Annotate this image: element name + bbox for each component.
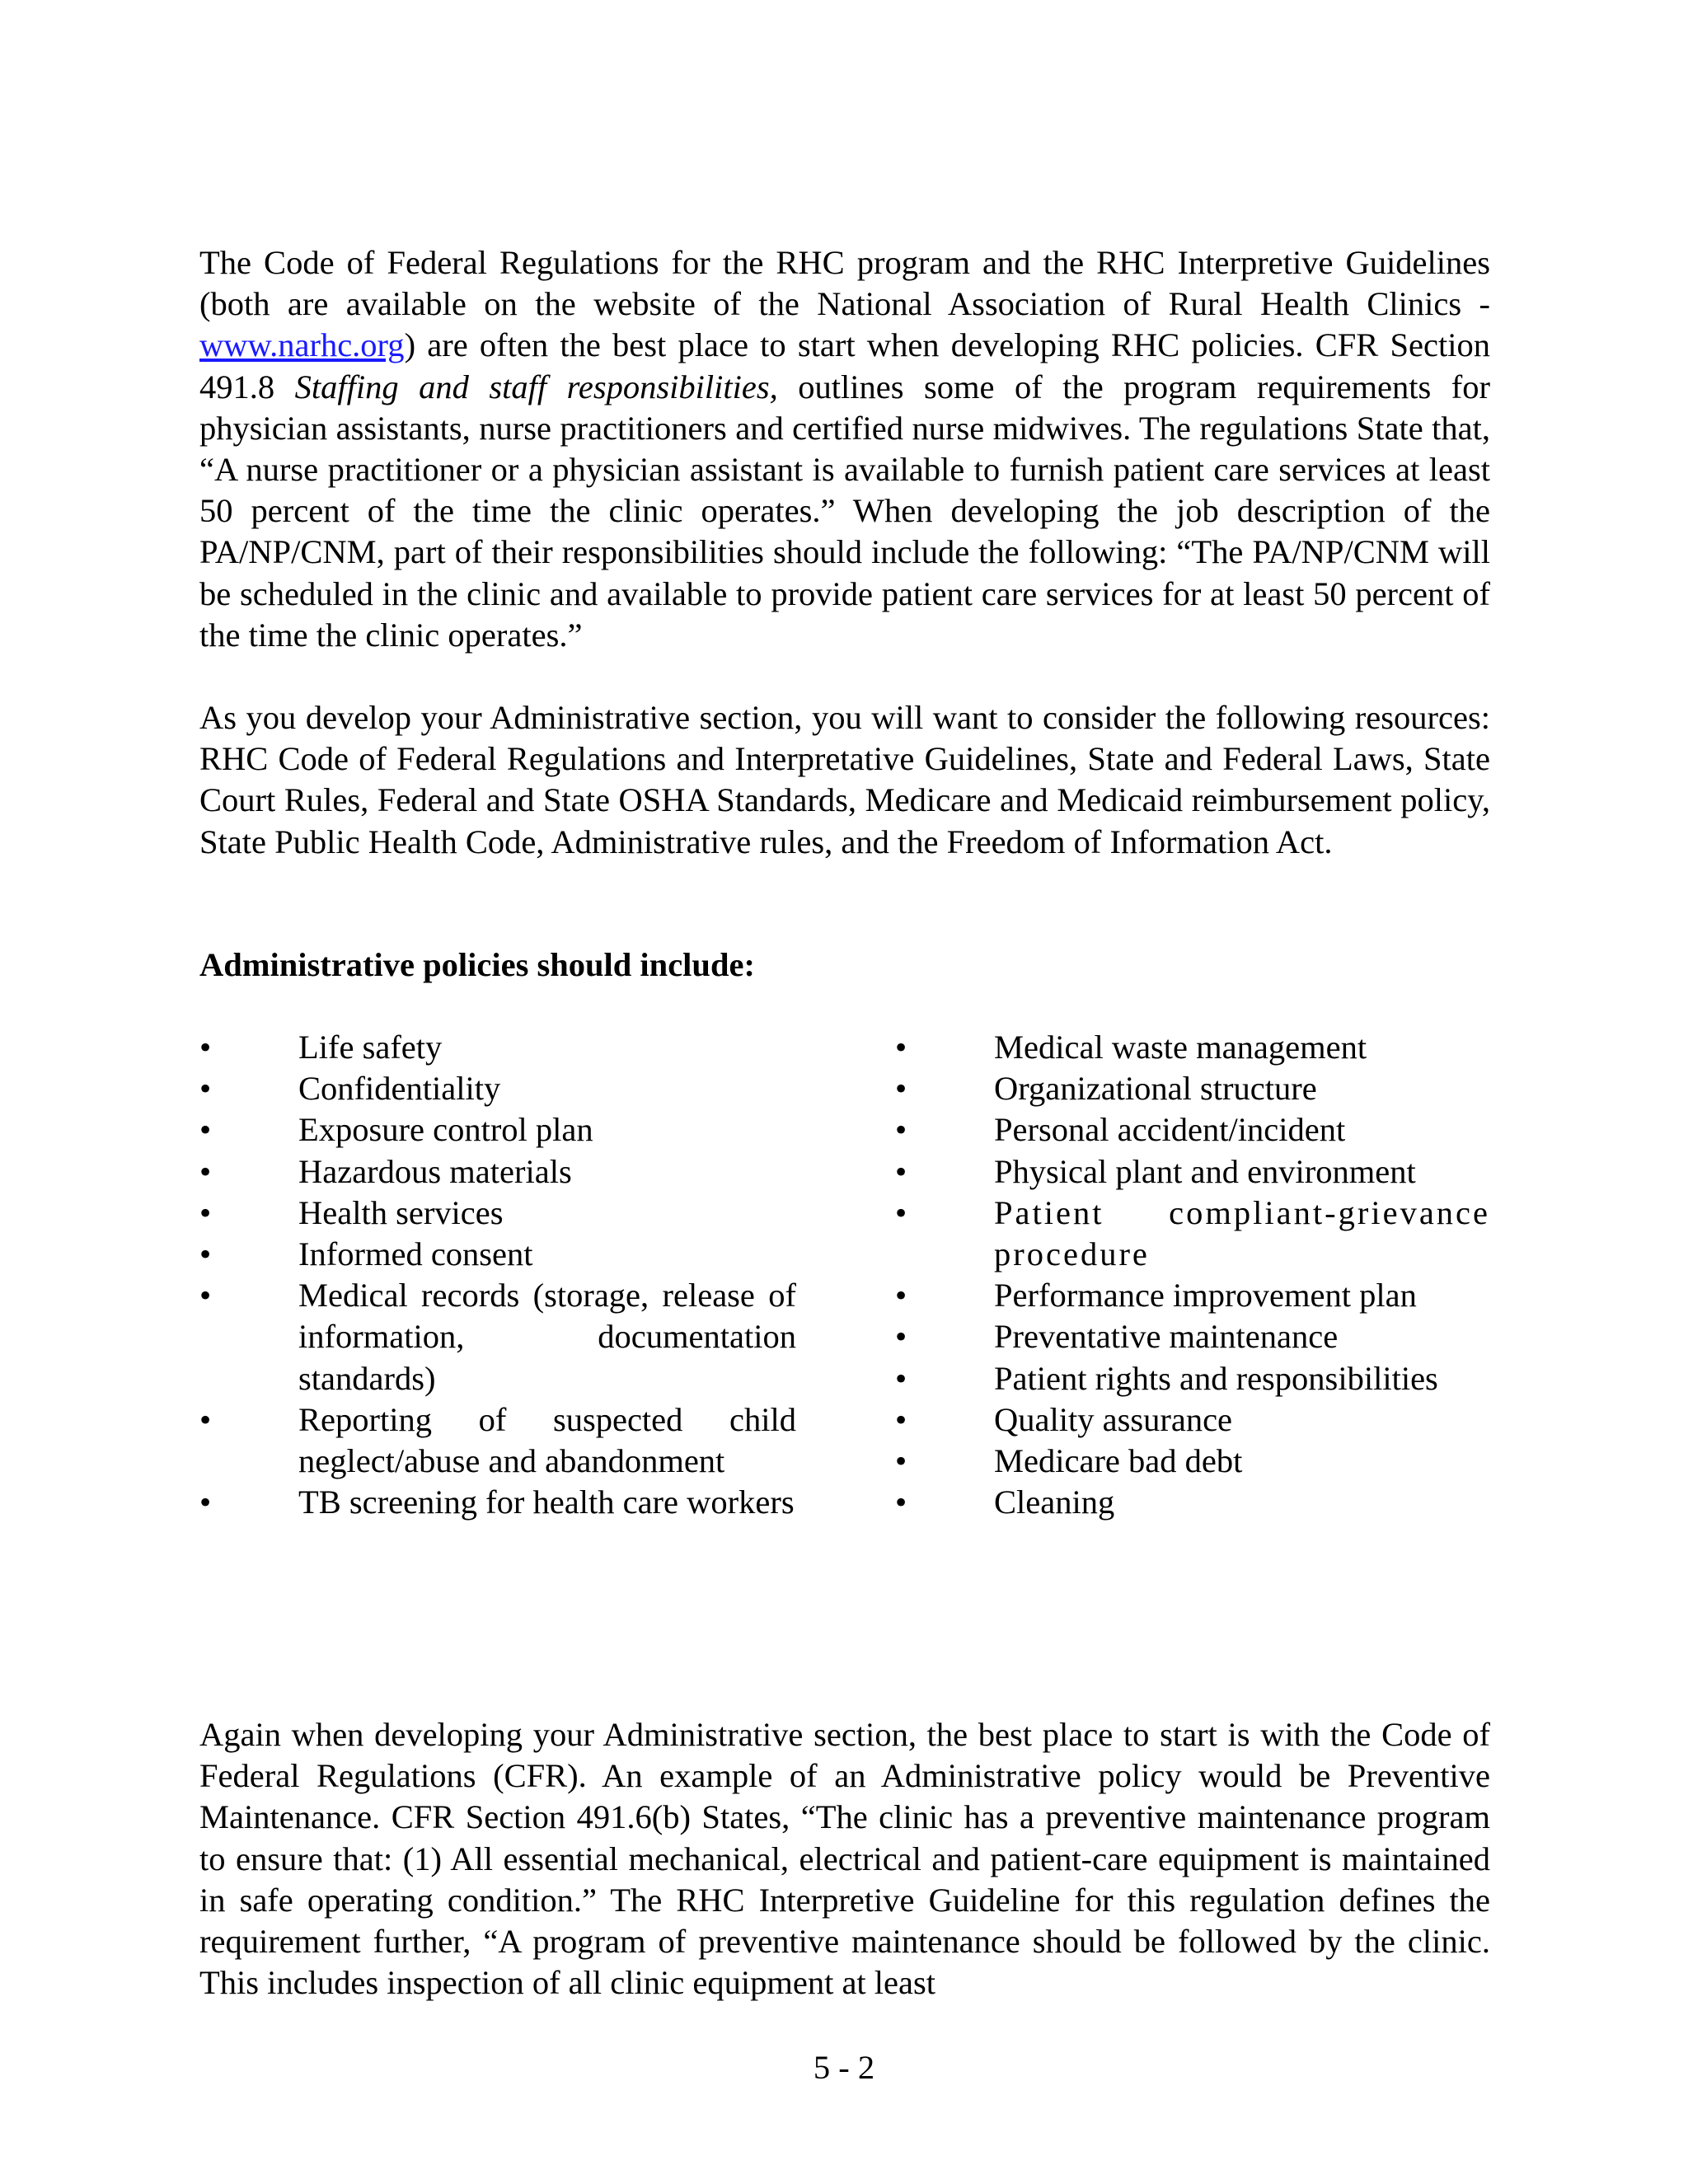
list-item: • TB screening for health care workers (199, 1482, 796, 1523)
list-item: • Hazardous materials (199, 1151, 796, 1193)
bullet-icon: • (895, 1029, 907, 1066)
bullet-icon: • (895, 1111, 907, 1149)
narhc-link[interactable]: www.narhc.org (199, 326, 405, 364)
bullet-icon: • (199, 1193, 212, 1231)
list-item: • Patient rights and responsibilities (895, 1358, 1490, 1399)
bullet-icon: • (895, 1318, 907, 1356)
bullet-icon: • (895, 1442, 907, 1480)
list-item: • Physical plant and environment (895, 1151, 1490, 1193)
bullet-icon: • (199, 1070, 212, 1108)
resources-paragraph: As you develop your Administrative section, you will want to consider the following resources: RHC Code of Federal Regulations and Interpretative Guidelines, State and Federal Laws, State Court Rules, Federal and State OSHA Standards, Medicare and Medicaid reimbursement policy, State Public Health Code, Administrative rules, and the Freedom of Information Act. (199, 699, 1490, 860)
list-item: • Exposure control plan (199, 1109, 796, 1151)
list-item: • Preventative maintenance (895, 1316, 1490, 1357)
page-number: 5 - 2 (813, 2049, 875, 2086)
section-title-italic: Staffing and staff responsibilities, (294, 368, 778, 405)
bullet-icon: • (895, 1359, 907, 1397)
intro-text: The Code of Federal Regulations for the RHC program and the RHC Interpretive Guidelines (both are available on the website of the National Association of Rural Health Clinics - (199, 244, 1490, 323)
bullet-icon: • (895, 1483, 907, 1521)
cfr-paragraph: Again when developing your Administrative section, the best place to start is with the Code of Federal Regulations (CFR). An example of an Administrative policy would be Preventive Maintenance. CFR Section 491.6(b) States, “The clinic has a preventive maintenance program to ensure that: (1) All essential mechanical, electrical and patient-care equipment is maintained in safe operating condition.” The RHC Interpretive Guideline for this regulation defines the requirement further, “A program of preventive maintenance should be followed by the clinic. This includes inspection of all clinic equipment at least (199, 1716, 1490, 2002)
list-item: • Life safety (199, 1027, 796, 1068)
list-item: • Quality assurance (895, 1399, 1490, 1441)
intro-text-end: outlines some of the program requirements for physician assistants, nurse practitioners and certified nurse midwives. The regulations State that, “A nurse practitioner or a physician assistant is available to furnish patient care services at least 50 percent of the time the clinic operates.” When developing the job description of the PA/NP/CNM, part of their responsibilities should include the following: “The PA/NP/CNM will be scheduled in the clinic and available to provide patient care services for at least 50 percent of the time the clinic operates.” (199, 368, 1490, 654)
list-item: • Medicare bad debt (895, 1441, 1490, 1482)
bullet-icon: • (199, 1235, 212, 1273)
bullet-icon: • (199, 1152, 212, 1190)
intro-paragraph (199, 242, 1490, 656)
policies-heading: Administrative policies should include: (199, 946, 755, 983)
list-item: • Informed consent (199, 1234, 796, 1275)
list-item: • Organizational structure (895, 1068, 1490, 1109)
bullet-icon: • (199, 1483, 212, 1521)
list-item: • Personal accident/incident (895, 1109, 1490, 1151)
bullet-icon: • (199, 1277, 212, 1315)
bullet-icon: • (199, 1029, 212, 1066)
list-item: • Patient compliant-grievance procedure (895, 1193, 1490, 1273)
list-item: • Performance improvement plan (895, 1275, 1490, 1316)
bullet-icon: • (895, 1400, 907, 1438)
bullet-icon: • (199, 1400, 212, 1438)
intro-text-cont: ) are often the best place to start when developing RHC policies. CFR Section 491.8 (199, 326, 1490, 405)
bullet-icon: • (895, 1152, 907, 1190)
list-item: • Health services (199, 1193, 796, 1234)
list-item: • Medical waste management (895, 1027, 1490, 1068)
policy-list-right (895, 1027, 1490, 1523)
list-item: • Reporting of suspected child neglect/abuse and abandonment (199, 1400, 796, 1480)
list-item: • Confidentiality (199, 1068, 796, 1109)
policy-list-left (199, 1027, 796, 1523)
list-item: • Cleaning (895, 1482, 1490, 1523)
bullet-icon: • (895, 1277, 907, 1315)
bullet-icon: • (199, 1111, 212, 1149)
list-item: • Medical records (storage, release of information, documentation standards) (199, 1277, 796, 1397)
bullet-icon: • (895, 1070, 907, 1108)
bullet-icon: • (895, 1193, 907, 1231)
